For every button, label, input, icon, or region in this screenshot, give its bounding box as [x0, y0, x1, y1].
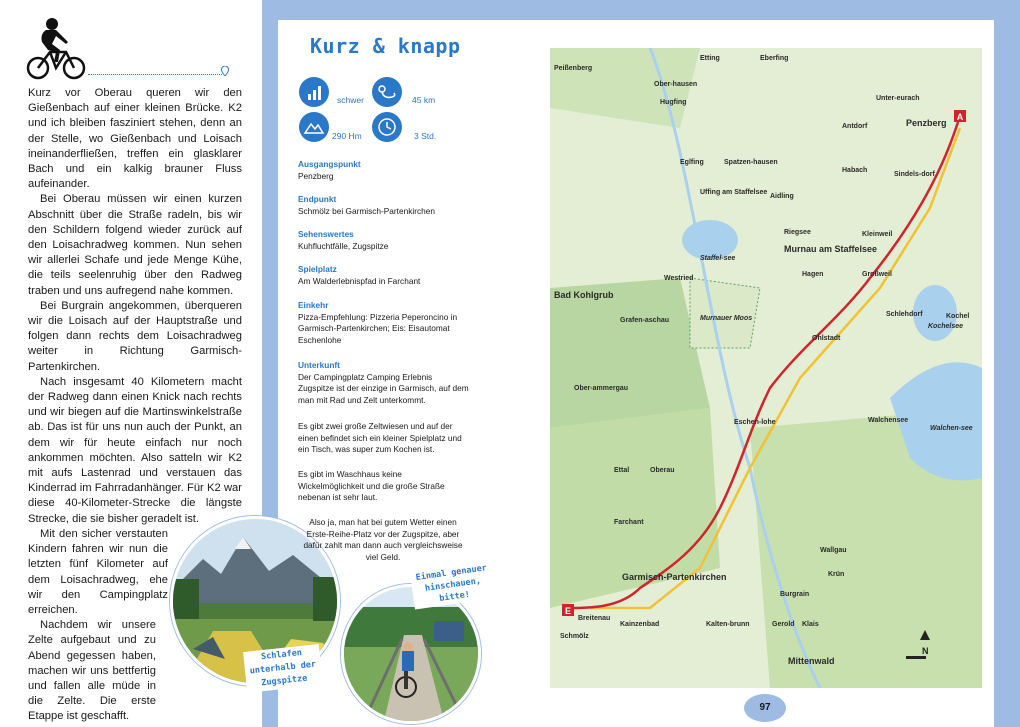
- map-place-label: Hagen: [802, 271, 824, 278]
- photo-caption: Einmal genauer hinschauen, bitte!: [410, 560, 496, 609]
- clock-icon: [372, 112, 402, 142]
- map-place-label: Grafen-aschau: [620, 317, 670, 324]
- photo-caption: Schlafen unterhalb der Zugspitze: [243, 644, 323, 693]
- mountain-icon: [299, 112, 329, 142]
- map-place-label: Breitenau: [578, 615, 611, 622]
- elevation-value: 290 Hm: [332, 131, 362, 141]
- info-value: Der Campingplatz Camping Erlebnis Zugspitze ist der einzige in Garmisch, auf dem man mit Rad und Zelt unterkommt.: [298, 371, 469, 405]
- map-place-label: Kleinweil: [862, 231, 893, 238]
- map-place-label: Krün: [828, 571, 845, 578]
- map-place-label: Eschen-lohe: [734, 419, 776, 426]
- duration-value: 3 Std.: [414, 131, 437, 141]
- box-title: Kurz & knapp: [310, 34, 461, 58]
- paragraph: Nach insgesamt 40 Kilometern macht der Radweg dann einen Knick nach rechts und wir biegen auf die Martinswinkelstraße ab. Das ist für uns nun auch der Punkt, an dem wir für heute einfach nur noch ankommen möchten. Also satteln wir K2 mit aufs Lastenrad und verstauen das Kinderrad im Fahrradanhänger. Für K2 war diese 40-Kilometer-Strecke die längste Strecke, die sie bisher geradelt ist.: [28, 375, 242, 525]
- map-place-label: Unter-eurach: [876, 95, 920, 102]
- info-heading: Ausgangspunkt: [298, 159, 361, 169]
- map-place-label: Ober-ammergau: [574, 385, 629, 392]
- map-place-label: Ober-hausen: [654, 81, 698, 88]
- map-place-label: Riegsee: [784, 229, 811, 236]
- info-heading: Spielplatz: [298, 264, 337, 274]
- map-place-label: Uffing am Staffelsee: [700, 189, 768, 196]
- map-place-label: Garmisch-Partenkirchen: [622, 572, 727, 582]
- map-place-label: Oberau: [650, 467, 675, 474]
- map-place-label: Aidling: [770, 193, 794, 200]
- info-accommodation: [298, 360, 470, 406]
- map-place-label: Klais: [802, 621, 819, 628]
- info-start: [298, 159, 470, 182]
- dotted-line: [88, 74, 222, 75]
- paragraph: Kurz vor Oberau queren wir den Gießenbach auf einer kleinen Brücke. K2 und ich bleiben fasziniert stehen, denn an der Stelle, wo Gießenbach und Loisach ineinanderfließen, treffen ein glasklarer Bach und ein kalkig brauner Fluss aufeinander.: [28, 87, 242, 191]
- map-place-label: Spatzen-hausen: [724, 159, 778, 166]
- quote-text: Also ja, man hat bei gutem Wetter einen Erste-Reihe-Platz vor der Zugspitze, aber dafür zahlt man dann auch vergleichsweise viel Geld.: [303, 517, 463, 562]
- map-place-label: Bad Kohlgrub: [554, 290, 614, 300]
- map-place-label: Peißenberg: [554, 65, 593, 72]
- page-number: 97: [744, 694, 786, 722]
- map-place-label: Kalten-brunn: [706, 621, 750, 628]
- map-place-label: Antdorf: [842, 123, 868, 130]
- map-place-label: Eglfing: [680, 159, 704, 166]
- map-place-label: Walchensee: [868, 417, 909, 424]
- tip-text: Es gibt zwei große Zeltwiesen und auf der einen befindet sich ein kleiner Spielplatz und ein Tisch, was super zum Kochen ist.: [298, 421, 462, 454]
- location-pin-icon: [221, 66, 229, 76]
- map-place-label: Hugfing: [660, 99, 687, 106]
- info-heading: Unterkunft: [298, 360, 340, 370]
- map-place-label: Murnau am Staffelsee: [784, 244, 878, 254]
- map-place-label: Kochel: [946, 313, 970, 320]
- map-place-label: Gerold: [772, 621, 795, 628]
- map-place-label: Farchant: [614, 519, 644, 526]
- cyclist-icon: [26, 16, 86, 80]
- info-heading: Sehenswertes: [298, 229, 354, 239]
- photo-bridge: [341, 584, 481, 724]
- paragraph: Nachdem wir unsere Zelte aufgebaut und zu Abend gegessen haben, machen wir uns bettfertig und fallen alle müde in die Zelte. Die erste Etappe ist geschafft.: [28, 619, 156, 723]
- map-place-label: Staffel-see: [700, 255, 736, 262]
- map-place-label: Walchen-see: [930, 425, 973, 432]
- map-place-label: Schmölz: [560, 633, 589, 640]
- map-place-label: Schlehdorf: [886, 311, 923, 318]
- paragraph: Bei Oberau müssen wir einen kurzen Abschnitt über die Straße radeln, bis wir den Schildern folgend wieder zurück auf den Loisachradweg kommen. Nun sehen wir allerlei Schafe und jede Menge Kühe, die teils seelenruhig über den Radweg traben und uns aufregend nahe kommen.: [28, 193, 242, 297]
- map-place-label: Habach: [842, 167, 868, 174]
- info-value: Kuhfluchtfälle, Zugspitze: [298, 240, 389, 251]
- route-map: [550, 48, 982, 688]
- start-marker-label: A: [956, 112, 964, 122]
- map-place-label: Großweil: [862, 271, 892, 278]
- distance-value: 45 km: [412, 95, 436, 105]
- info-food: [298, 300, 470, 346]
- info-playground: [298, 264, 470, 287]
- map-place-label: Penzberg: [906, 118, 947, 128]
- difficulty-icon: [299, 77, 329, 107]
- map-canvas: [550, 48, 982, 688]
- map-place-label: Sindels-dorf: [894, 171, 935, 178]
- map-place-label: Ettal: [614, 467, 630, 474]
- map-place-label: Eberfing: [760, 55, 789, 62]
- paragraph: Mit den sicher verstauten Kindern fahren wir nun die letzten fünf Kilometer auf dem Loisachradweg, ehe wir den Campingplatz erreichen.: [28, 527, 168, 616]
- info-heading: Endpunkt: [298, 194, 337, 204]
- map-place-label: Etting: [700, 55, 720, 62]
- info-value: Penzberg: [298, 170, 334, 181]
- info-end: [298, 194, 470, 217]
- end-marker-label: E: [564, 606, 572, 616]
- map-place-label: Kainzenbad: [620, 621, 660, 628]
- map-place-label: Kochelsee: [928, 323, 964, 330]
- bridge-photo-image: [344, 587, 478, 721]
- difficulty-value: schwer: [337, 95, 364, 105]
- info-sights: [298, 229, 470, 252]
- tip-text: Es gibt im Waschhaus keine Wickelmöglichkeit und die große Straße nebenan ist sehr laut.: [298, 469, 445, 502]
- map-place-label: Murnauer Moos: [700, 315, 753, 322]
- info-value: Pizza-Empfehlung: Pizzeria Peperoncino in Garmisch-Partenkirchen; Eis: Eisautomat Eschenlohe: [298, 311, 458, 345]
- info-heading: Einkehr: [298, 300, 329, 310]
- map-place-label: Ohlstadt: [812, 335, 841, 342]
- map-place-label: Wallgau: [820, 547, 847, 554]
- info-value: Am Walderlebnispfad in Farchant: [298, 275, 421, 286]
- map-place-label: Burgrain: [780, 591, 810, 598]
- paragraph: Bei Burgrain angekommen, überqueren wir die Loisach auf der Hauptstraße und folgen dann rechts dem Loisachradweg weiter in Richtung Garmisch-Partenkirchen.: [28, 299, 242, 373]
- route-distance-icon: [372, 77, 402, 107]
- info-value: Schmölz bei Garmisch-Partenkirchen: [298, 205, 435, 216]
- north-label: N: [922, 646, 929, 656]
- map-place-label: Westried: [664, 275, 694, 282]
- map-place-label: Mittenwald: [788, 656, 835, 666]
